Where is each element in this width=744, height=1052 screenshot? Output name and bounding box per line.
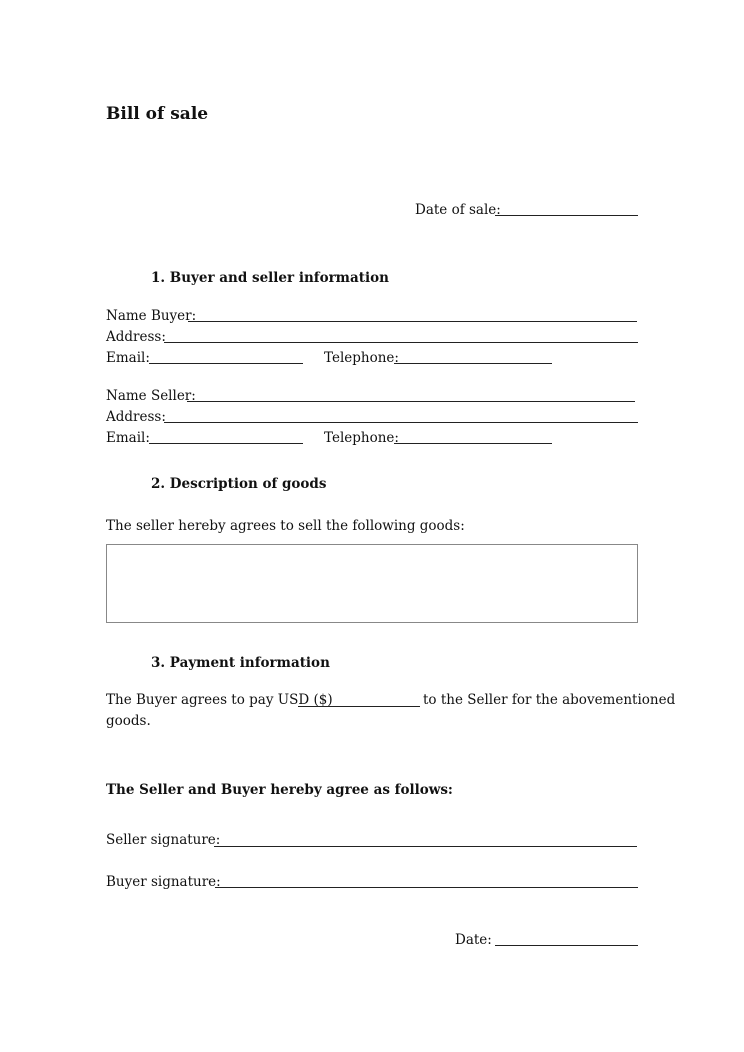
buyer-telephone-label: Telephone:	[324, 350, 399, 366]
seller-signature-label: Seller signature:	[106, 832, 221, 848]
date-label: Date:	[455, 932, 492, 948]
date-of-sale-field[interactable]	[495, 215, 638, 216]
seller-address-field[interactable]	[164, 422, 638, 423]
buyer-email-label: Email:	[106, 350, 150, 366]
payment-text-line2: goods.	[106, 713, 151, 729]
payment-amount-field[interactable]	[298, 706, 420, 707]
buyer-address-label: Address:	[106, 329, 166, 345]
buyer-signature-field[interactable]	[215, 887, 638, 888]
section-1-heading: 1. Buyer and seller information	[151, 270, 389, 286]
buyer-name-label: Name Buyer:	[106, 308, 197, 324]
payment-text-before: The Buyer agrees to pay USD ($)	[106, 692, 333, 708]
goods-description-box[interactable]	[106, 544, 638, 623]
seller-name-field[interactable]	[187, 401, 635, 402]
seller-telephone-field[interactable]	[394, 443, 552, 444]
section-2-heading: 2. Description of goods	[151, 476, 327, 492]
buyer-address-field[interactable]	[164, 342, 638, 343]
seller-telephone-label: Telephone:	[324, 430, 399, 446]
seller-name-label: Name Seller:	[106, 388, 196, 404]
date-of-sale-label: Date of sale:	[415, 202, 501, 218]
seller-email-field[interactable]	[149, 443, 303, 444]
agreement-heading: The Seller and Buyer hereby agree as follows:	[106, 782, 453, 798]
section-3-heading: 3. Payment information	[151, 655, 330, 671]
date-field[interactable]	[495, 945, 638, 946]
seller-address-label: Address:	[106, 409, 166, 425]
buyer-telephone-field[interactable]	[394, 363, 552, 364]
document-title: Bill of sale	[106, 104, 209, 124]
buyer-signature-label: Buyer signature:	[106, 874, 221, 890]
payment-text-after: to the Seller for the abovementioned	[423, 692, 676, 708]
buyer-name-field[interactable]	[188, 321, 637, 322]
seller-email-label: Email:	[106, 430, 150, 446]
goods-intro-text: The seller hereby agrees to sell the following goods:	[106, 518, 465, 534]
buyer-email-field[interactable]	[149, 363, 303, 364]
seller-signature-field[interactable]	[214, 846, 637, 847]
